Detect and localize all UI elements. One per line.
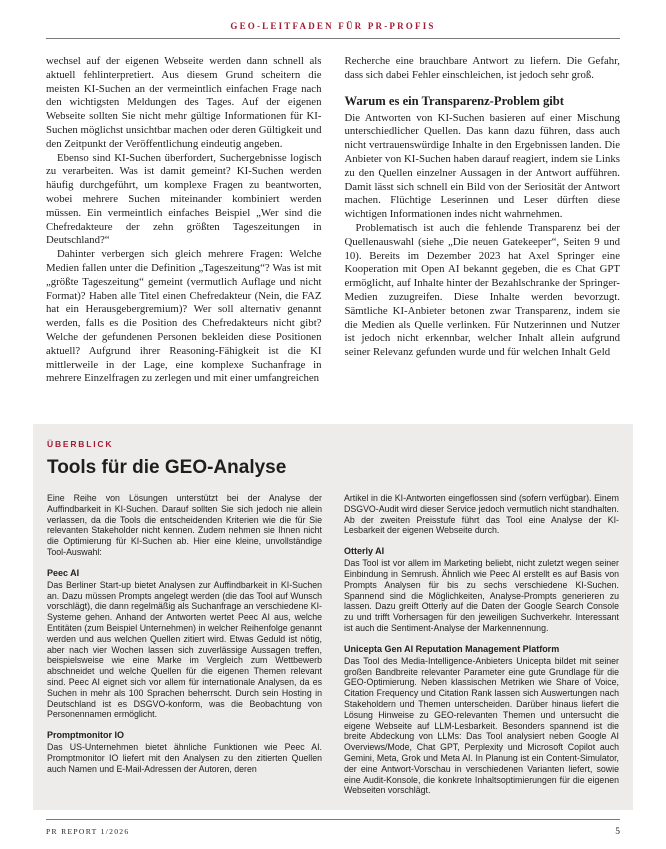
section-heading: Warum es ein Transparenz-Problem gibt xyxy=(344,93,564,108)
overview-box xyxy=(33,424,633,810)
tool-description: Das Berliner Start-up bietet Analysen zur Auffindbarkeit in KI-Suchen an. Dazu müssen Prompts angelegt werden (die das Tool auf Wunsch vorschlägt), die dann regelmäßig als Suchanfrage an verschiedene KI-Systeme gehen. Anhand der Antworten wertet Peec AI aus, welche Entitäten (zum Beispiel Unternehmen) in welcher Reihenfolge genannt werden und aus welchen Quellen zitiert wird. Etwas Geduld ist nötig, aber nach vier Wochen lassen sich zuverlässige Aussagen treffen, beispielsweise wie eine Marke im Vergleich zum Wettbewerb abschneidet und welche Quellen für die eigenen Themen relevant sind. Peec AI eignet sich vor allem für internationale Analysen, da es Suchen in mehr als 100 Sprachen beherrscht. Durch sein Hosting in Deutschland ist es DSGVO-konform, was die Beobachtung von Personennamen ermöglicht. xyxy=(47,579,322,720)
tool-description: Das US-Unternehmen bietet ähnliche Funktionen wie Peec AI. Promptmonitor IO liefert mit den Analysen zu den zitierten Quellen auch Namen und E-Mail-Adressen der Autoren, deren xyxy=(47,742,322,774)
page-number: 5 xyxy=(615,827,620,837)
article-body xyxy=(46,55,620,386)
article-paragraph: Dahinter verbergen sich gleich mehrere Fragen: Welche Medien fallen unter die Definition „Tageszeitung“? Was ist mit „größte Tageszeitung“ gemeint (vermutlich Auflage und nicht Format)? Haben alle Titel einen Chefredakteur (Nein, die FAZ hat ein Herausgebergremium)? Wer soll alternativ genannt werden, falls es die Position des Chefredakteurs nicht gibt? Welche der gefundenen Personen bekleiden diese Positionen aktuell? Aufgrund ihrer Reasoning-Fähigkeit ist die KI mittlerweile in der Lage, eine komplexe Suchanfrage in mehrere Einzelfragen zu zerlegen und mit einer umfangreichen xyxy=(46,248,322,385)
overview-intro: Eine Reihe von Lösungen unterstützt bei der Analyse der Auffindbarkeit in KI-Suchen. Darauf sollten Sie sich jedoch nie allein verlassen, da die Tools die entscheidenden Kriterien wie die für Sie relevanten Stakeholder nicht kennen. Zudem nehmen sie Ihnen nicht die Optimierung für KI-Suchen ab. Hier eine kleine, unvollständige Tool-Auswahl: xyxy=(47,493,322,557)
page-footer xyxy=(46,819,620,837)
tool-description: Das Tool ist vor allem im Marketing beliebt, nicht zuletzt wegen seiner Einbindung in Semrush. Ähnlich wie Peec AI erstellt es auf Basis von Prompts Analysen für bis zu sechs verschiedene KI-Suchen. Spannend sind die Möglichkeiten, Analyse-Prompts generieren zu lassen. Dazu greift Otterly auf die Daten der Google Search Console zu und trifft Vorhersagen für den jeweiligen Suchverkehr. Interessant ist auch die Sentiment-Analyse der Markennennung. xyxy=(344,558,619,633)
tool-heading-otterly-ai: Otterly AI xyxy=(344,546,385,557)
overview-column-left xyxy=(47,493,322,796)
overview-columns xyxy=(47,493,619,796)
article-paragraph: wechsel auf der eigenen Webseite werden dann schnell als aktuell fehlinterpretiert. Aus diesem Grund scheitern die meisten KI-Suchen an der vermeintlich einfachen Frage nach den wichtigsten Meldungen des Tages. Auf der eigenen Webseite sollten Sie nicht mehr gültige Informationen für KI-Suchen möglichst unsichtbar machen oder deren Gültigkeit und den Zeitpunkt der Veröffentlichung eindeutig angeben. xyxy=(46,55,322,150)
tool-heading-promptmonitor-io: Promptmonitor IO xyxy=(47,730,124,741)
article-paragraph: Recherche eine brauchbare Antwort zu liefern. Die Gefahr, dass sich dabei Fehler einschleichen, ist jedoch sehr groß. xyxy=(344,55,620,81)
journal-name: PR REPORT 1/2026 xyxy=(46,827,130,836)
overview-column-right xyxy=(344,493,619,796)
article-column-right xyxy=(345,55,621,386)
tool-description-continuation: Artikel in die KI-Antworten eingeflossen sind (sofern verfügbar). Einem DSGVO-Audit wird dieser Service jedoch vermutlich nicht standhalten. Ab der zweiten Preisstufe führt das Tool eine Analyse der KI-Lesbarkeit der eigenen Webseite durch. xyxy=(344,493,619,536)
article-column-left xyxy=(46,55,322,386)
tool-heading-unicepta: Unicepta Gen AI Reputation Management Platform xyxy=(344,643,560,654)
header-rule xyxy=(46,38,620,39)
page-header xyxy=(46,0,620,39)
tool-description: Das Tool des Media-Intelligence-Anbieters Unicepta bildet mit seiner großen Bandbreite relevanter Parameter eine gute Grundlage für die GEO-Optimierung. Neben klassischen Metriken wie Share of Voice, Citation Frequency und Citation Rank lassen sich Auswertungen nach Stakeholdern und Themen unterscheiden. Darüber hinaus liefert die Lösung Hinweise zu GEO-relevanten Themen und untersucht die eigene Webseite auf LLM-Lesbarkeit. Besonders spannend ist die breite Abdeckung von LLMs: Das Tool analysiert neben Google AI Overviews/Mode, Chat GPT, Perplexity und Microsoft Copilot auch Gemini, Meta, Grok und Meta AI. In Planung ist ein Content-Simulator, der eine Antwort-Vorschau in verschiedenen Varianten liefert, sowie eine Audit-Konsole, die konkrete Inhaltsoptimierungen für die eigenen Webseiten vorschlägt. xyxy=(344,655,619,796)
article-paragraph: Ebenso sind KI-Suchen überfordert, Suchergebnisse logisch zu verarbeiten. Was ist damit gemeint? KI-Suchen werden häufig durchgeführt, um komplexe Fragen zu beantworten, wobei mehrere Suchen miteinander kombiniert werden müssen. Ein vermeintlich einfaches Beispiel „Wer sind die Chefredakteure der zehn größten Tageszeitungen in Deutschland?“ xyxy=(46,151,322,247)
article-paragraph: Die Antworten von KI-Suchen basieren auf einer Mischung unterschiedlicher Quellen. Das kann dazu führen, dass auch nicht vertrauenswürdige Inhalte in den Ergebnissen landen. Die Anbieter von KI-Suchen haben darauf reagiert, indem sie Links zu den Quellen einzelner Aussagen in der Antwort aufführen. Damit lässt sich schnell ein Bild von der Seriosität der Antwort machen. Flüchtige Leserinnen und Leser dürften diese wichtigen Informationen indes nicht wahrnehmen. xyxy=(344,111,620,221)
page-kicker: GEO-LEITFADEN FÜR PR-PROFIS xyxy=(230,21,436,31)
article-paragraph: Problematisch ist auch die fehlende Transparenz bei der Quellenauswahl (siehe „Die neuen Gatekeeper“, Seiten 9 und 10). Bereits im Dezember 2023 hat Axel Springer eine Kooperation mit Open AI bekannt gegeben, die es Chat GPT ermöglicht, auf Inhalte hinter der Bezahlschranke der Springer-Medien zuzugreifen. Diese Inhalte werden bevorzugt. Sämtliche KI-Anbieter betonen zwar Transparenz, indem sie die Medien als Quelle verlinken. Für Nutzerinnen und Nutzer ist jedoch nicht erkennbar, welcher Inhalt allein aufgrund seiner Relevanz gefunden wurde und für welchen Inhalt Geld xyxy=(344,221,620,359)
tool-heading-peec-ai: Peec AI xyxy=(47,567,80,578)
overview-title: Tools für die GEO-Analyse xyxy=(47,457,287,478)
overview-label: ÜBERBLICK xyxy=(47,439,114,449)
